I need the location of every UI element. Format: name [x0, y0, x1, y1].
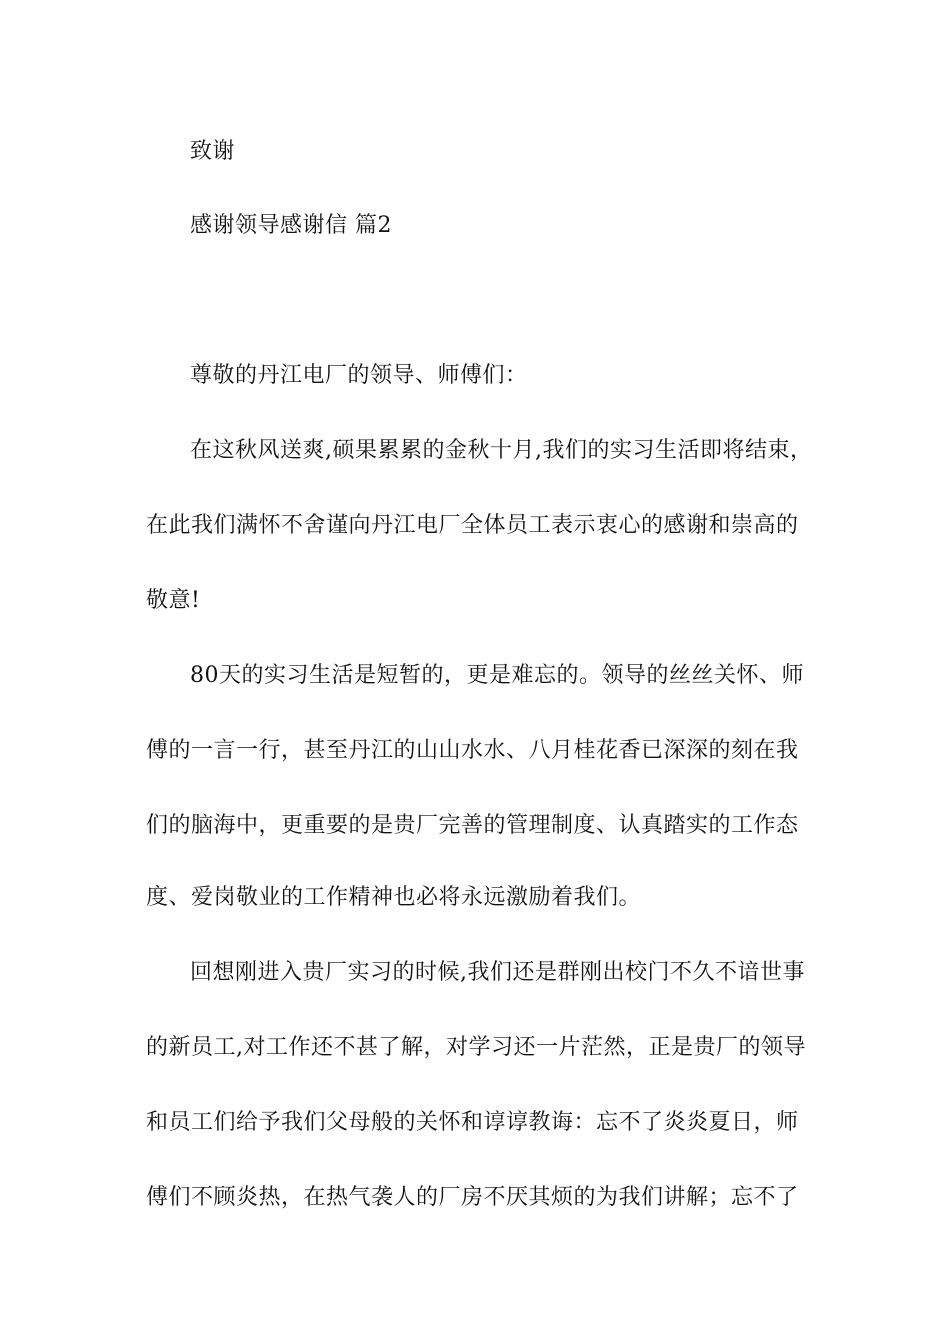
paragraph-line: 和员工们给予我们父母般的关怀和谆谆教诲：忘不了炎炎夏日，师 [146, 1110, 799, 1135]
paragraph-line: 傅的一言一行，甚至丹江的山山水水、八月桂花香已深深的刻在我 [146, 738, 799, 763]
paragraph-line: 傅们不顾炎热，在热气袭人的厂房不厌其烦的为我们讲解；忘不了 [146, 1185, 799, 1210]
paragraph-line: 80天的实习生活是短暂的，更是难忘的。领导的丝丝关怀、师 [190, 663, 804, 688]
paragraph-line: 在这秋风送爽,硕果累累的金秋十月,我们的实习生活即将结束， [190, 438, 813, 463]
paragraph-line: 的新员工,对工作还不甚了解，对学习还一片茫然，正是贵厂的领导 [146, 1035, 806, 1060]
paragraph-line: 在此我们满怀不舍谨向丹江电厂全体员工表示衷心的感谢和崇高的 [146, 513, 799, 538]
paragraph-line: 敬意! [146, 588, 201, 613]
paragraph-line: 们的脑海中，更重要的是贵厂完善的管理制度、认真踏实的工作态 [146, 813, 799, 838]
section-heading: 感谢领导感谢信 篇2 [190, 213, 392, 238]
paragraph-line: 度、爱岗敬业的工作精神也必将永远激励着我们。 [146, 885, 642, 910]
salutation: 尊敬的丹江电厂的领导、师傅们： [190, 363, 528, 388]
paragraph-line: 回想刚进入贵厂实习的时候,我们还是群刚出校门不久不谙世事 [190, 960, 805, 985]
closing-text: 致谢 [190, 139, 236, 164]
